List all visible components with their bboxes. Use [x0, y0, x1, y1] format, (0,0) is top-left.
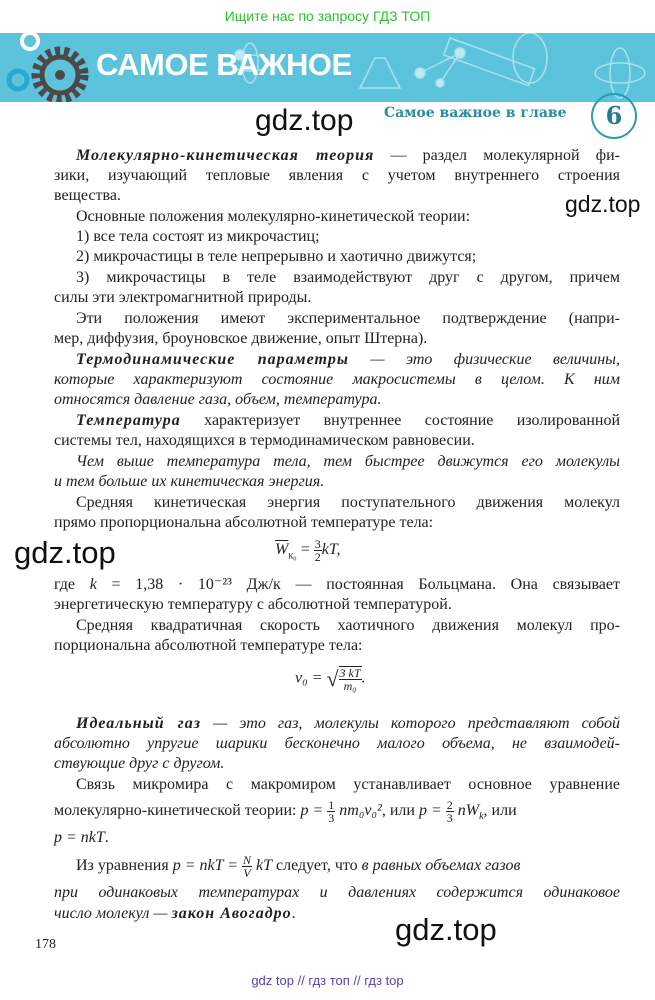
fraction: [446, 799, 454, 824]
text-line: [54, 431, 620, 451]
text-run: число молекул —: [54, 905, 172, 922]
avogadro-line: [54, 853, 620, 879]
term-highlight: Молекулярно-кинетическая теория: [76, 147, 375, 164]
text-line: [54, 734, 620, 754]
footer-links[interactable]: gdz top // гдз топ // гдз top: [251, 973, 404, 988]
text-line: [54, 904, 620, 924]
formula-rhs: kT,: [321, 541, 341, 559]
denominator: m₀: [343, 679, 357, 693]
fraction: [314, 538, 322, 563]
search-hint: Ищите нас по запросу ГДЗ ТОП: [224, 8, 431, 24]
text-run: которые характеризуют состояние макросистемы в целом. К ним: [54, 371, 620, 388]
text-run: — это газ, молекулы которого представляют собой: [200, 715, 620, 732]
watermark: gdz.top: [565, 191, 641, 217]
text-run: Связь микромира с макромиром устанавливает основное уравнение: [76, 776, 620, 793]
fraction: [339, 666, 362, 692]
text-run: абсолютно упругие шарики бесконечно малого объема, не взаимодей-: [54, 735, 620, 752]
fraction: [327, 799, 335, 824]
text-line: [54, 370, 620, 390]
text-run: характеризует внутреннее состояние изолированной: [180, 412, 620, 429]
text-run: Средняя кинетическая энергия поступательного движения молекул: [76, 494, 620, 511]
text: , или: [483, 802, 517, 819]
text-line: [76, 309, 620, 329]
text-run: ствующие друг с другом.: [54, 755, 225, 772]
text-line: [54, 390, 620, 410]
formula: p =: [300, 802, 328, 819]
text-line: [76, 268, 620, 288]
text-line: [76, 775, 620, 795]
formula-lhs: v₀ =: [295, 669, 327, 687]
formula: p = nkT =: [172, 857, 242, 874]
text-run: зики, изучающий тепловые явления с учетом внутреннего строения: [54, 167, 620, 184]
text-line: [54, 883, 620, 903]
text-run: где: [54, 576, 90, 593]
text-run: Эти положения имеют экспериментальное подтверждение (напри-: [76, 310, 620, 327]
text-run: Чем выше температура тела, тем быстрее движутся его молекулы: [76, 453, 620, 470]
text-line: [76, 350, 620, 370]
text-line: [54, 513, 620, 533]
formula-rms-speed: v₀ = √ $\frac{3 kT}{\text{m₀}}$ .: [295, 666, 366, 693]
text-run: вещества.: [54, 187, 121, 204]
text-line: [54, 636, 620, 656]
text-line: [54, 575, 620, 595]
formula-subscript: к₀: [288, 550, 297, 562]
formula: nW: [457, 802, 480, 819]
formula: p =: [418, 802, 446, 819]
term-highlight: Термодинамические параметры: [76, 351, 350, 368]
text: Из уравнения: [76, 857, 173, 874]
section-banner: [0, 33, 655, 102]
text-line: [54, 754, 620, 774]
page-number: 178: [35, 937, 56, 952]
text-run: относятся давление газа, объем, температура.: [54, 391, 382, 408]
text-line: [76, 146, 620, 166]
text: следует, что: [272, 857, 362, 874]
text-run: и тем больше их кинетическая энергия.: [54, 473, 325, 490]
fraction: [242, 854, 252, 879]
text-line: [54, 472, 620, 492]
text-line: [76, 714, 620, 734]
text-run: k: [89, 576, 97, 593]
text-run: прямо пропорциональна абсолютной температуре тела:: [54, 514, 434, 531]
text: , или: [381, 802, 419, 819]
text: в равных объемах газов: [361, 857, 521, 874]
text-line: [76, 616, 620, 636]
text-line: [76, 411, 620, 431]
chapter-label: Самое важное в главе: [384, 105, 567, 121]
text-run: порциональна абсолютной температуре тела:: [54, 637, 363, 654]
text-run: p = nkT: [54, 829, 105, 846]
denominator: 3: [328, 810, 335, 825]
numerator: N: [243, 852, 252, 867]
text-run: мер, диффузия, броуновское движение, опыт Штерна).: [54, 330, 428, 347]
text-run: системы тел, находящихся в термодинамическом равновесии.: [54, 432, 475, 449]
numerator: 2: [446, 797, 453, 812]
text: молекулярно-кинетической теории:: [54, 802, 301, 819]
watermark: gdz.top: [14, 535, 116, 570]
formula-symbol: $\overline{W}$: [275, 541, 289, 559]
text-run: 1) все тела состоят из микрочастиц;: [76, 228, 320, 245]
text-line: [54, 329, 620, 349]
mkt-equation-line: [54, 798, 620, 824]
text-run: Основные положения молекулярно-кинетической теории:: [76, 208, 471, 225]
text-run: .: [291, 905, 296, 922]
watermark: gdz.top: [255, 104, 354, 137]
formula-mean-kinetic-energy: [275, 538, 341, 563]
text-line: [76, 493, 620, 513]
text-run: — это физические величины,: [349, 351, 620, 368]
text-line: [54, 288, 620, 308]
text-run: 3) микрочастицы в теле взаимодействуют друг с другом, причем: [76, 269, 620, 286]
text-run: 2) микрочастицы в теле непрерывно и хаотично движутся;: [76, 248, 477, 265]
text-line: [76, 207, 620, 227]
term-highlight: Идеальный газ: [76, 715, 201, 732]
formula: nm₀v₀²: [339, 802, 382, 819]
text-run: — раздел молекулярной фи-: [374, 147, 620, 164]
formula-subscript: k: [479, 811, 484, 823]
numerator: 3: [314, 537, 321, 551]
formula: kT: [256, 857, 273, 874]
denominator: V: [243, 865, 251, 880]
formula-equals: =: [296, 541, 314, 559]
text-line: [54, 595, 620, 615]
text-line: [54, 166, 620, 186]
banner-title: САМОЕ ВАЖНОЕ: [96, 47, 352, 82]
text-line: [54, 828, 620, 848]
term-highlight: закон Авогадро: [171, 905, 292, 922]
text-line: [76, 452, 620, 472]
chapter-number-badge: 6: [591, 93, 637, 139]
text-run: энергетическую температуру с абсолютной температурой.: [54, 596, 452, 613]
text-run: = 1,38 · 10⁻²³ Дж/к — постоянная Больцмана. Она связывает: [96, 576, 620, 593]
text-run: Средняя квадратичная скорость хаотичного движения молекул про-: [76, 617, 620, 634]
term-highlight: Температура: [76, 412, 181, 429]
numerator: 3 kT: [339, 666, 361, 680]
numerator: 1: [328, 797, 335, 812]
denominator: 3: [446, 810, 453, 825]
watermark: gdz.top: [395, 912, 497, 947]
gears-icon: [0, 33, 100, 102]
text-line: [76, 247, 620, 267]
denominator: 2: [314, 550, 321, 564]
text-line: [76, 227, 620, 247]
text-line: [54, 186, 620, 206]
text-run: .: [104, 829, 109, 846]
text-run: при одинаковых температурах и давлениях содержится одинаковое: [54, 884, 620, 901]
text-run: силы эти электромагнитной природы.: [54, 289, 312, 306]
formula-end: .: [361, 669, 366, 687]
